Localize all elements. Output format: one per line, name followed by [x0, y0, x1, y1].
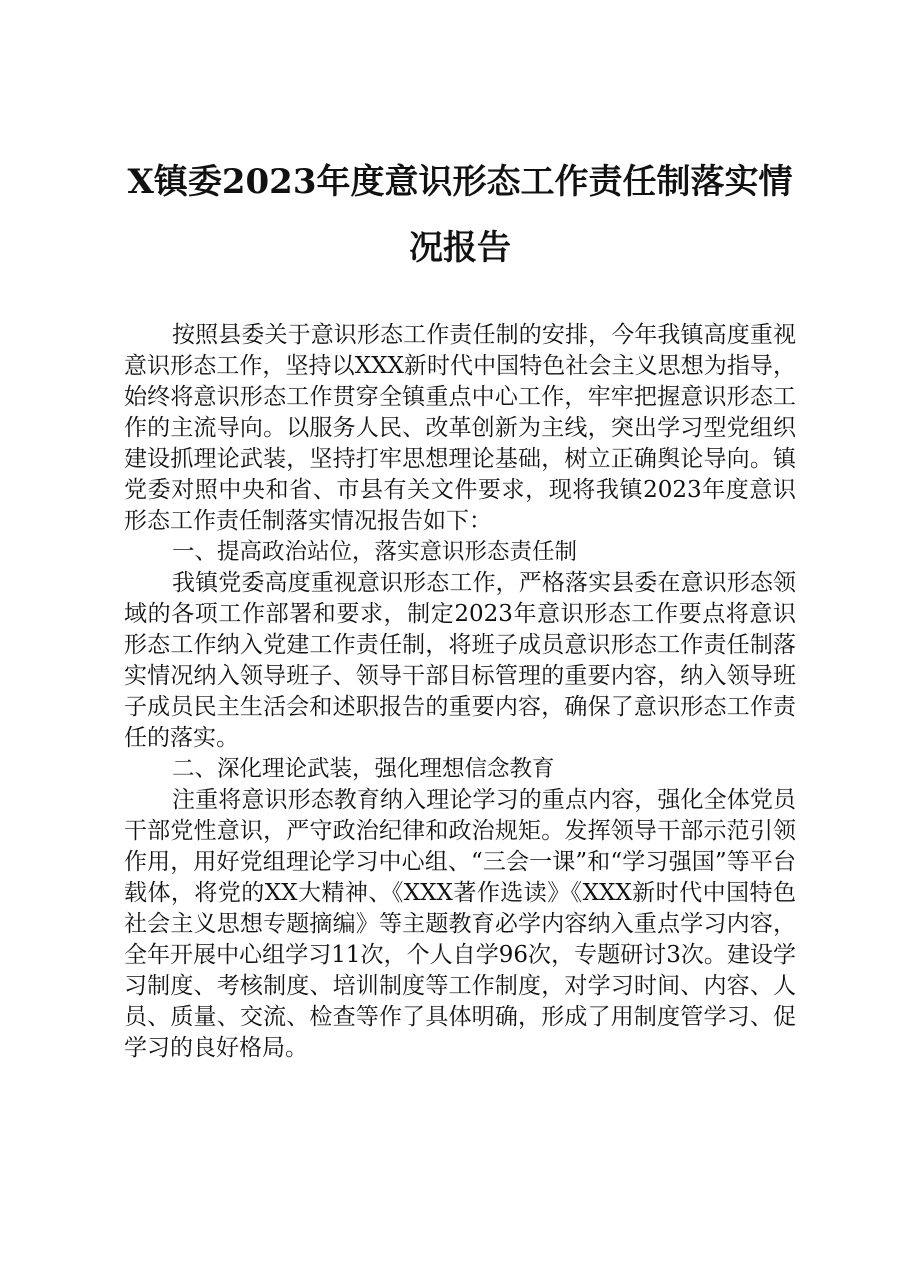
- section-2-paragraph: 注重将意识形态教育纳入理论学习的重点内容，强化全体党员干部党性意识，严守政治纪律和政治规矩。发挥领导干部示范引领作用，用好党组理论学习中心组、“三会一课”和“学习强国”等平台载体，将党的XX大精神、《XXX著作选读》《XXX新时代中国特色社会主义思想专题摘编》等主题教育必学内容纳入重点学习内容，全年开展中心组学习11次，个人自学96次，专题研讨3次。建设学习制度、考核制度、培训制度等工作制度，对学习时间、内容、人员、质量、交流、检查等作了具体明确，形成了用制度管学习、促学习的良好格局。: [124, 787, 796, 1061]
- section-2-heading: 二、深化理论武装，强化理想信念教育: [172, 756, 555, 782]
- document-body: [124, 320, 796, 1064]
- document-title-line-2: 况报告: [409, 228, 511, 268]
- section-1-paragraph: 我镇党委高度重视意识形态工作，严格落实县委在意识形态领域的各项工作部署和要求，制定2023年意识形态工作要点将意识形态工作纳入党建工作责任制，将班子成员意识形态工作责任制落实情况纳入领导班子、领导干部目标管理的重要内容，纳入领导班子成员民主生活会和述职报告的重要内容，确保了意识形态工作责任的落实。: [124, 570, 796, 751]
- document-title-line-1: X镇委2023年度意识形态工作责任制落实情: [127, 162, 793, 202]
- intro-paragraph: 按照县委关于意识形态工作责任制的安排，今年我镇高度重视意识形态工作，坚持以XXX新时代中国特色社会主义思想为指导，始终将意识形态工作贯穿全镇重点中心工作，牢牢把握意识形态工作的主流导向。以服务人民、改革创新为主线，突出学习型党组织建设抓理论武装，坚持打牢思想理论基础，树立正确舆论导向。镇党委对照中央和省、市县有关文件要求，现将我镇2023年度意识形态工作责任制落实情况报告如下：: [124, 322, 796, 534]
- section-1-heading: 一、提高政治站位，落实意识形态责任制: [172, 539, 578, 565]
